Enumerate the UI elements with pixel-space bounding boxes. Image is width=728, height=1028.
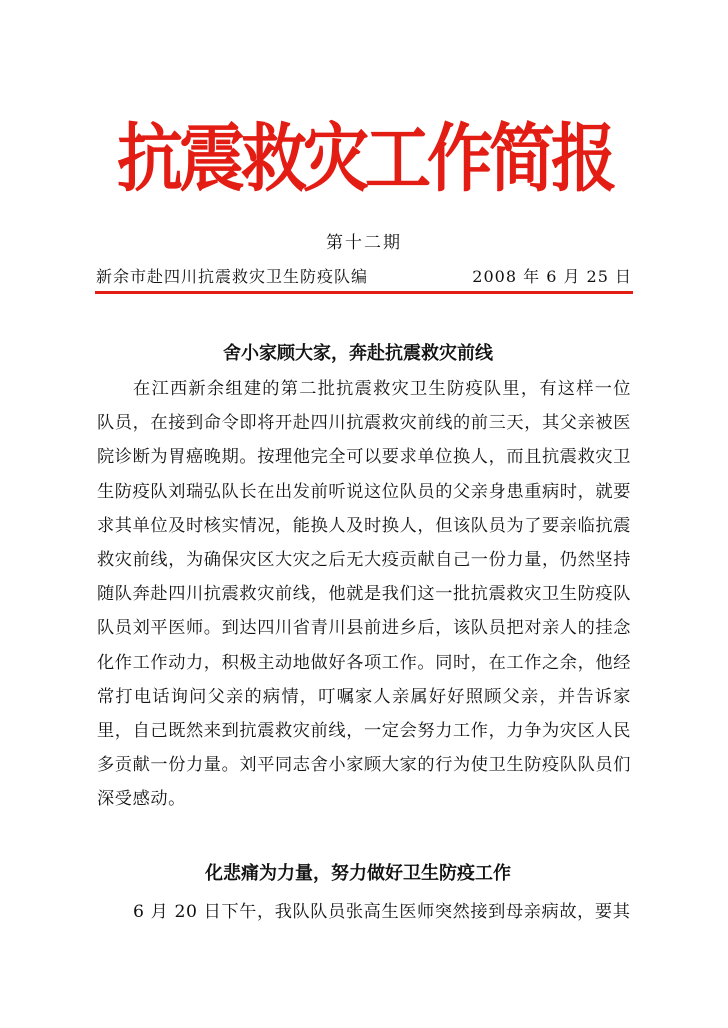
issue-number: 第十二期	[326, 233, 402, 253]
article-body: 在江西新余组建的第二批抗震救灾卫生防疫队里，有这样一位队员，在接到命令即将开赴四川抗震救灾前线的前三天，其父亲被医院诊断为胃癌晚期。按理他完全可以要求单位换人，而且抗震救灾卫生防疫队刘瑞弘队长在出发前听说这位队员的父亲身患重病时，就要求其单位及时核实情况，能换人及时换人，但该队员为了要亲临抗震救灾前线，为确保灾区大灾之后无大疫贡献自己一份力量，仍然坚持随队奔赴四川抗震救灾前线，他就是我们这一批抗震救灾卫生防疫队队员刘平医师。到达四川省青川县前进乡后，该队员把对亲人的挂念化作工作动力，积极主动地做好各项工作。同时，在工作之余，他经常打电话询问父亲的病情，叮嘱家人亲属好好照顾父亲，并告诉家里，自己既然来到抗震救灾前线，一定会努力工作，力争为灾区人民多贡献一份力量。刘平同志舍小家顾大家的行为使卫生防疫队队员们深受感动。	[97, 379, 631, 810]
header-divider	[95, 291, 633, 294]
article-headline: 舍小家顾大家，奔赴抗震救灾前线	[223, 343, 493, 364]
publication-date: 2008 年 6 月 25 日	[472, 267, 632, 286]
article-headline: 化悲痛为力量，努力做好卫生防疫工作	[205, 863, 511, 884]
masthead-title: 抗震救灾工作简报	[117, 114, 613, 203]
publisher-organization: 新余市赴四川抗震救灾卫生防疫队编	[96, 267, 369, 286]
publication-info	[96, 266, 632, 290]
article-body: 6 月 20 日下午，我队队员张高生医师突然接到母亲病故，要其	[133, 902, 631, 922]
